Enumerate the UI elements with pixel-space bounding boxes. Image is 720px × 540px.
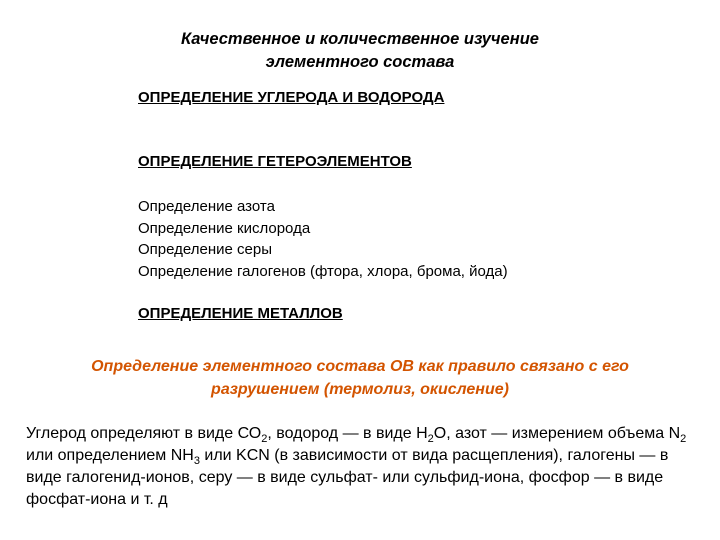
list-item: Определение азота <box>138 198 275 215</box>
paragraph-text: или определением NH <box>26 447 194 464</box>
description-paragraph <box>26 423 694 511</box>
list-item: Определение галогенов (фтора, хлора, брома, йода) <box>138 262 508 280</box>
title-line-1: Качественное и количественное изучение <box>181 30 539 48</box>
highlight-note <box>30 355 690 401</box>
paragraph-text: О, азот — измерением объема N <box>433 425 681 442</box>
paragraph-text: или KCN (в зависимости от вида расщепления), галогены — в виде галогенид-ионов, серу — в виде сульфат- или сульфид-иона, фосфор — в виде фосфат-иона и т. д <box>26 447 669 508</box>
subscript: 2 <box>680 433 687 446</box>
list-item: Определение серы <box>138 241 272 258</box>
slide-title <box>120 28 600 74</box>
subscript: 2 <box>261 433 268 446</box>
section-heading-carbon-hydrogen: ОПРЕДЕЛЕНИЕ УГЛЕРОДА И ВОДОРОДА <box>138 89 445 106</box>
section-heading-heteroelements: ОПРЕДЕЛЕНИЕ ГЕТЕРОЭЛЕМЕНТОВ <box>138 153 412 170</box>
title-line-2: элементного состава <box>265 53 455 71</box>
section-heading-metals: ОПРЕДЕЛЕНИЕ МЕТАЛЛОВ <box>138 305 343 322</box>
note-line-1: Определение элементного состава ОВ как правило связано с его <box>91 358 629 375</box>
paragraph-text: , водород — в виде Н <box>267 425 428 442</box>
list-item: Определение кислорода <box>138 219 311 237</box>
subscript: 3 <box>193 455 200 468</box>
heteroelements-list <box>138 196 508 282</box>
paragraph-text: Углерод определяют в виде СО <box>26 425 262 442</box>
note-line-2: разрушением (термолиз, окисление) <box>211 381 509 398</box>
subscript: 2 <box>427 433 434 446</box>
